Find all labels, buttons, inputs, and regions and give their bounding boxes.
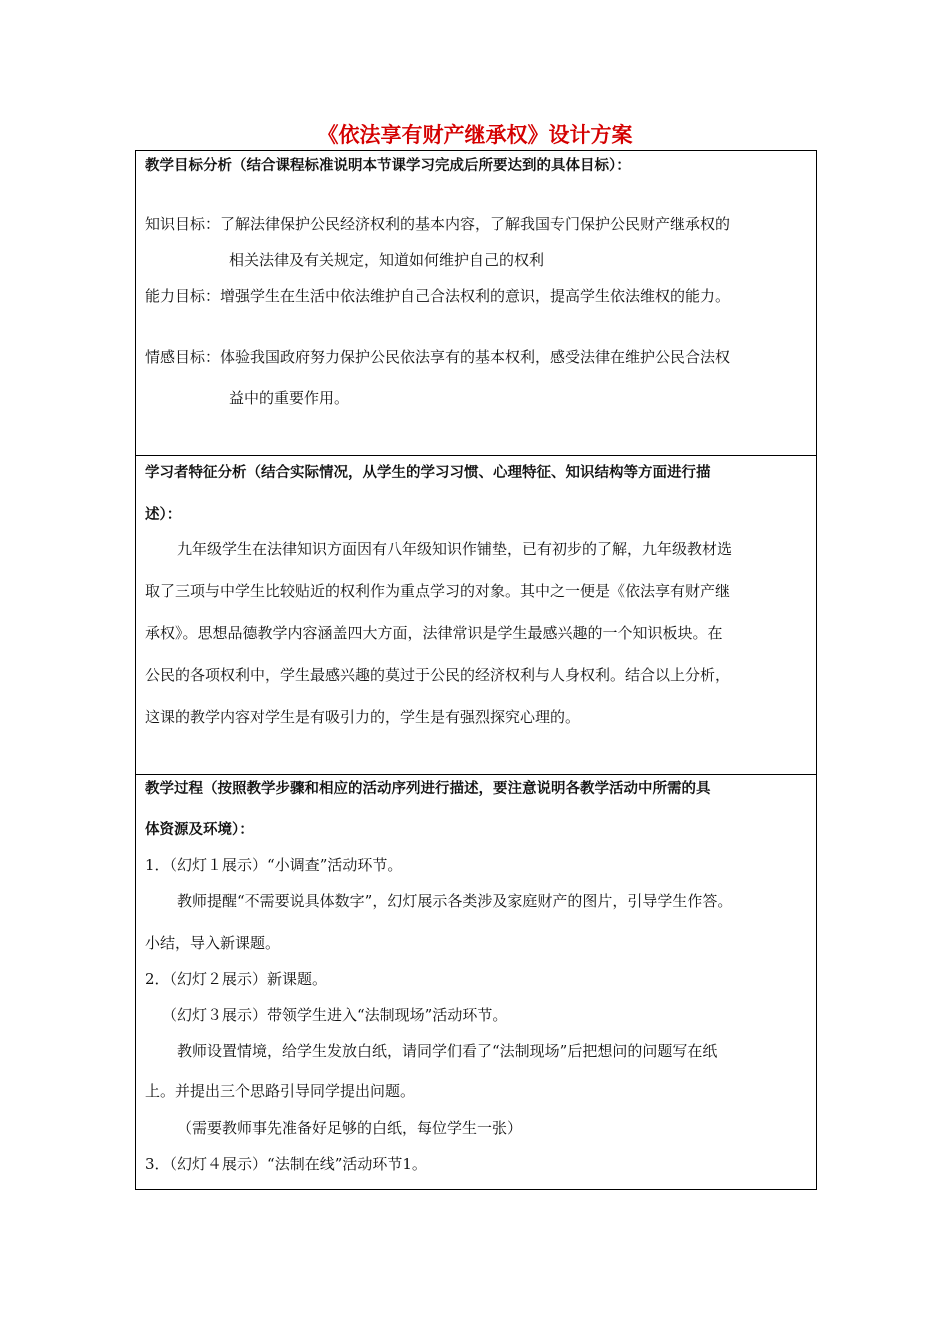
process-step-1-summary: 小结，导入新课题。 bbox=[145, 934, 281, 952]
knowledge-goal-line-2: 相关法律及有关规定，知道如何维护自己的权利 bbox=[229, 251, 545, 269]
ability-goal: 能力目标：增强学生在生活中依法维护自己合法权利的意识，提高学生依法维权的能力。 bbox=[145, 287, 731, 305]
process-step-2-detail-1: 教师设置情境，给学生发放白纸，请同学们看了“法制现场”后把想问的问题写在纸 bbox=[177, 1042, 718, 1060]
learner-analysis-line-4: 公民的各项权利中，学生最感兴趣的莫过于公民的经济权利与人身权利。结合以上分析， bbox=[145, 666, 731, 684]
process-step-2-note: （需要教师事先准备好足够的白纸，每位学生一张） bbox=[177, 1119, 523, 1137]
process-step-1-detail: 教师提醒“不需要说具体数字”，幻灯展示各类涉及家庭财产的图片，引导学生作答。 bbox=[177, 892, 733, 910]
learner-analysis-line-2: 取了三项与中学生比较贴近的权利作为重点学习的对象。其中之一便是《依法享有财产继 bbox=[145, 582, 731, 600]
learner-analysis-heading-2: 述）： bbox=[145, 507, 182, 523]
learner-analysis-line-1: 九年级学生在法律知识方面因有八年级知识作铺垫，已有初步的了解，九年级教材选 bbox=[177, 540, 733, 558]
emotion-goal-line-1: 情感目标：体验我国政府努力保护公民依法享有的基本权利，感受法律在维护公民合法权 bbox=[145, 348, 731, 366]
document-title: 《依法享有财产继承权》设计方案 bbox=[317, 122, 633, 147]
knowledge-goal-line-1: 知识目标：了解法律保护公民经济权利的基本内容，了解我国专门保护公民财产继承权的 bbox=[145, 215, 731, 233]
learner-analysis-heading-1: 学习者特征分析（结合实际情况，从学生的学习习惯、心理特征、知识结构等方面进行描 bbox=[145, 465, 711, 481]
teaching-process-heading-1: 教学过程（按照教学步骤和相应的活动序列进行描述，要注意说明各教学活动中所需的具 bbox=[145, 781, 711, 797]
teaching-process-heading-2: 体资源及环境）： bbox=[145, 822, 254, 838]
process-step-2-detail-2: 上。并提出三个思路引导同学提出问题。 bbox=[145, 1082, 416, 1100]
teaching-goals-heading: 教学目标分析（结合课程标准说明本节课学习完成后所要达到的具体目标）： bbox=[145, 158, 631, 174]
process-step-3: 3．（幻灯４展示）“法制在线”活动环节1。 bbox=[145, 1155, 427, 1173]
process-step-2: 2．（幻灯２展示）新课题。 bbox=[145, 970, 328, 988]
learner-analysis-line-5: 这课的教学内容对学生是有吸引力的，学生是有强烈探究心理的。 bbox=[145, 708, 581, 726]
process-step-2-slide3: （幻灯３展示）带领学生进入“法制现场”活动环节。 bbox=[162, 1006, 508, 1024]
process-step-1: 1．（幻灯１展示）“小调查”活动环节。 bbox=[145, 856, 403, 874]
learner-analysis-line-3: 承权》。思想品德教学内容涵盖四大方面，法律常识是学生最感兴趣的一个知识板块。在 bbox=[145, 624, 723, 642]
emotion-goal-line-2: 益中的重要作用。 bbox=[229, 389, 350, 407]
